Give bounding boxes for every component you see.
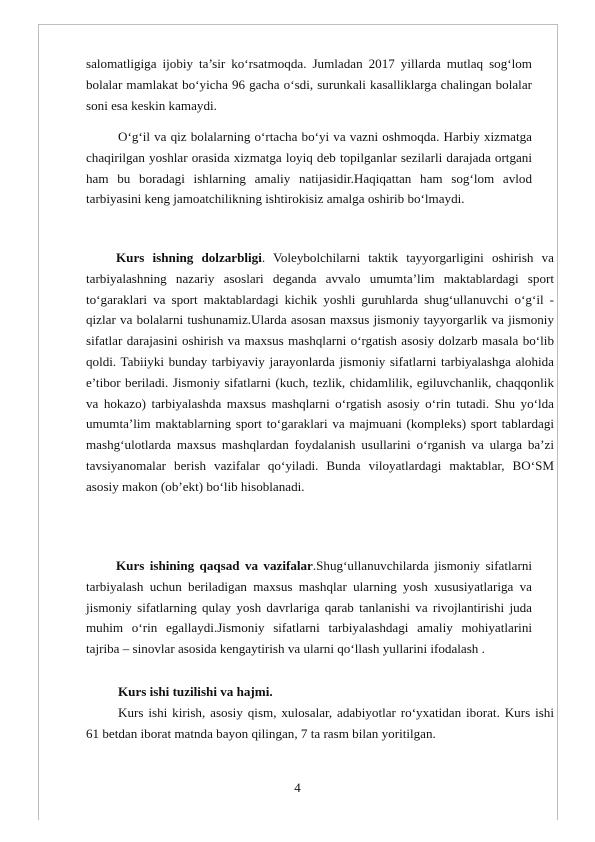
paragraph-height-weight: O‘g‘il va qiz bolalarning o‘rtacha bo‘yi va vazni oshmoqda. Harbiy xizmatga chaqirilgan yoshlar orasida xizmatga loyiq deb topilganlar sezilarli darajada ortgani ham bu boradagi ishlarning amaliy natijasidir.Haqiqattan ham sog‘lom avlod tarbiyasini keng jamoatchilikning ishtirokisiz amalga oshirib bo‘lmaydi. (86, 129, 532, 207)
page-border-left (38, 24, 39, 820)
page-border-right (557, 24, 558, 820)
paragraph-goals (86, 556, 532, 660)
structure-heading: Kurs ishi tuzilishi va hajmi. (118, 684, 273, 699)
paragraph-structure: Kurs ishi kirish, asosiy qism, xulosalar, adabiyotlar ro‘yxatidan iborat. Kurs ishi 61 betdan iborat matnda bayon qilingan, 7 ta rasm bilan yoritilgan. (86, 705, 554, 741)
page-border-top (38, 24, 558, 25)
relevance-text: . Voleybolchilarni taktik tayyorgarligini oshirish va tarbiyalashning nazariy asoslari deganda avvalo umumta’lim maktablardagi sport to‘garaklari va sport maktablardagi kichik yoshli guruhlarda shug‘ullanuvchi o‘g‘il - qizlar va bolalarni tushunamiz.Ularda asosan maxsus jismoniy tayyorgarlik va jismoniy sifatlar darajasini oshirish va maxsus mashqlarni o‘rgatish asosiy dolzarb masala bo‘lib qoldi. Tabiiyki bunday tarbiyaviy jarayonlarda jismoniy sifatlarni tarbiyalashga alohida e’tibor beriladi. Jismoniy sifatlarni (kuch, tezlik, chidamlilik, egiluvchanlik, chaqqonlik va hokazo) tarbiyalashda maxsus mashqlarni o‘rgatish asosiy o‘rin tutadi. Shu yo‘lda umumta’lim maktablarning sport to‘garaklari va majmuani (kompleks) sport tablardagi mashg‘ulotlarda maxsus mashqlardan foydalanish usullarini o‘rganish va ularga ba’zi tavsiyanomalar berish vazifalar qo‘yiladi. Bunda viloyatlardagi maktablar, BO‘SM asosiy makon (ob’ekt) bo‘lib hisoblanadi. (86, 250, 554, 494)
goals-heading: Kurs ishining qaqsad va vazifalar (116, 558, 313, 573)
page-number: 4 (294, 780, 301, 795)
paragraph-health-intro: salomatligiga ijobiy ta’sir ko‘rsatmoqda. Jumladan 2017 yillarda mutlaq sog‘lom bolalar mamlakat bo‘yicha 96 gacha o‘sdi, surunkali kasalliklarga chalingan bolalar soni esa keskin kamaydi. (86, 56, 532, 113)
relevance-heading: Kurs ishning dolzarbligi (116, 250, 262, 265)
goals-text: .Shug‘ullanuvchilarda jismoniy sifatlarni tarbiyalash uchun beriladigan maxsus mashqlar ularning yosh xususiyatlariga va jismoniy sifatlarning qulay yosh davrlariga qarab tanlanishi va rivojlantirishi juda muhim o‘rin egallaydi.Jismoniy sifatlarni tarbiyalashdagi amaliy mohiyatlarini tajriba – sinovlar asosida kengaytirish va ularni qo‘llash yullarini ifodalash . (86, 558, 532, 657)
paragraph-relevance (86, 248, 554, 498)
